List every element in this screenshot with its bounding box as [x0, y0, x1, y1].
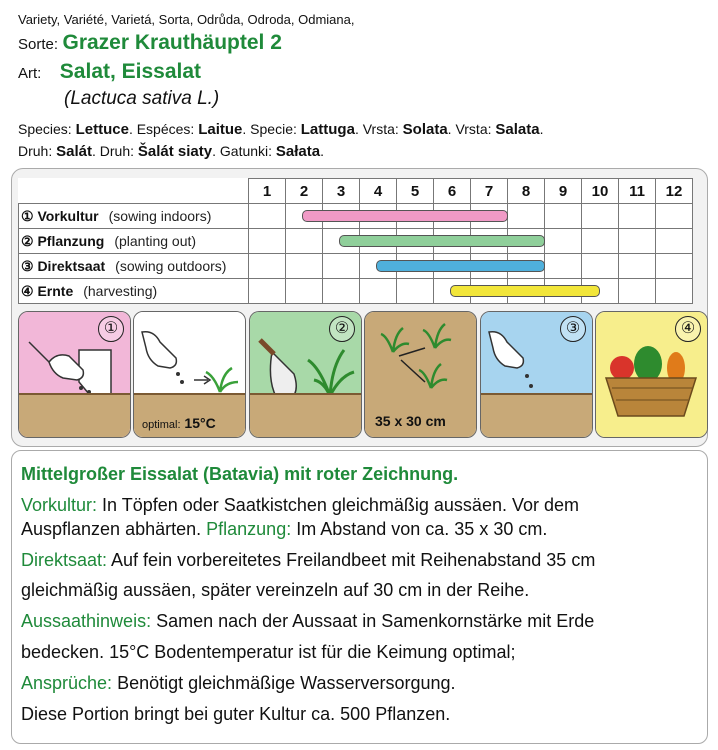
- pflanzung-label: Pflanzung:: [206, 519, 292, 539]
- species-name: Šalát siaty: [137, 143, 213, 160]
- calendar-bar: [302, 210, 508, 222]
- row-label: [19, 254, 249, 279]
- panel-harvest: [595, 311, 708, 438]
- row-label: [19, 204, 249, 229]
- species-lang: Species:: [18, 121, 72, 137]
- species-name: Salát: [56, 143, 92, 160]
- month-header-row: [19, 179, 693, 204]
- art-name: Salat, Eissalat: [59, 60, 202, 83]
- growing-instructions-box: [11, 450, 708, 744]
- species-sep: .: [91, 143, 96, 159]
- soil: [250, 393, 361, 437]
- row-english: (planting out): [114, 232, 197, 249]
- info-title: [21, 462, 458, 486]
- panel-spacing: [364, 311, 477, 438]
- ansprueche-label: Ansprüche:: [21, 673, 113, 693]
- month-cell: 3: [323, 179, 360, 204]
- row-label: [19, 229, 249, 254]
- info-line: [21, 609, 594, 633]
- species-lang: Druh:: [99, 143, 134, 159]
- species-sep: .: [128, 121, 133, 137]
- panel-sowing-outdoors: [480, 311, 593, 438]
- step-number-badge: ①: [98, 316, 124, 342]
- vorkultur-text: In Töpfen oder Saatkistchen gleichmäßig aussäen. Vor dem: [97, 495, 579, 515]
- empty-corner: [19, 179, 249, 204]
- aussaat-label: Aussaathinweis:: [21, 611, 152, 631]
- step-number-badge: ②: [329, 316, 355, 342]
- sorte-row: [18, 31, 282, 55]
- direktsaat-text: Auf fein vorbereitetes Freilandbeet mit Reihenabstand 35 cm: [107, 550, 596, 570]
- species-lang: Gatunki:: [219, 143, 273, 159]
- vorkultur-text-cont: Auspflanzen abhärten.: [21, 519, 207, 539]
- month-cell: 10: [582, 179, 619, 204]
- month-cell: 7: [471, 179, 508, 204]
- species-line-2: [18, 143, 324, 160]
- soil: [481, 393, 592, 437]
- species-sep: .: [320, 143, 325, 159]
- species-sep: .: [242, 121, 247, 137]
- row-english: (sowing outdoors): [115, 257, 227, 274]
- calendar-row-direktsaat: [19, 254, 693, 279]
- pflanzung-text: Im Abstand von ca. 35 x 30 cm.: [291, 519, 548, 539]
- species-sep: .: [354, 121, 359, 137]
- species-lang: Vrsta:: [455, 121, 492, 137]
- row-title: ③ Direktsaat: [21, 257, 106, 274]
- calendar-bar: [376, 260, 545, 272]
- species-name: Laitue: [198, 121, 243, 138]
- month-cell: 9: [545, 179, 582, 204]
- species-sep: .: [539, 121, 544, 137]
- info-line: gleichmäßig aussäen, später vereinzeln auf 30 cm in der Reihe.: [21, 580, 530, 600]
- info-line: Diese Portion bringt bei guter Kultur ca. 500 Pflanzen.: [21, 704, 451, 724]
- species-name: Lattuga: [300, 121, 355, 138]
- calendar-bar: [450, 285, 600, 297]
- sorte-label: Sorte:: [18, 36, 59, 53]
- panel-temperature: [133, 311, 246, 438]
- species-line-1: [18, 121, 543, 138]
- species-lang: Druh:: [18, 143, 53, 159]
- month-cell: 11: [619, 179, 656, 204]
- latin-name: (Lactuca sativa L.): [64, 88, 220, 109]
- species-lang: Specie:: [250, 121, 297, 137]
- month-cell: 8: [508, 179, 545, 204]
- info-line: [21, 517, 547, 541]
- row-title: ② Pflanzung: [21, 232, 105, 249]
- temperature-caption: [142, 415, 216, 431]
- month-cell: 5: [397, 179, 434, 204]
- row-english: (sowing indoors): [108, 207, 212, 224]
- month-cell: 6: [434, 179, 471, 204]
- species-name: Sałata: [275, 143, 321, 160]
- calendar-bar: [339, 235, 545, 247]
- row-english: (harvesting): [83, 282, 158, 299]
- panel-planting-out: [249, 311, 362, 438]
- species-sep: .: [447, 121, 452, 137]
- ansprueche-text: Benötigt gleichmäßige Wasserversorgung.: [112, 673, 456, 693]
- row-title: ④ Ernte: [21, 282, 74, 299]
- species-name: Salata: [495, 121, 540, 138]
- month-cell: 1: [249, 179, 286, 204]
- step-number-badge: ③: [560, 316, 586, 342]
- month-cell: 4: [360, 179, 397, 204]
- step-number-badge: ④: [675, 316, 701, 342]
- month-cell: 2: [286, 179, 323, 204]
- variety-line: Variety, Variété, Varietá, Sorta, Odrůda, Odroda, Odmiana,: [18, 12, 355, 27]
- info-line: bedecken. 15°C Bodentemperatur ist für die Keimung optimal;: [21, 642, 516, 662]
- art-row: [18, 60, 201, 84]
- species-lang: Espéces:: [136, 121, 195, 137]
- info-line: [21, 548, 595, 572]
- row-label: [19, 279, 249, 304]
- species-sep: .: [212, 143, 216, 159]
- species-name: Solata: [402, 121, 448, 138]
- caption-small: optimal:: [142, 419, 181, 431]
- month-cell: 12: [656, 179, 693, 204]
- vorkultur-label: Vorkultur:: [21, 495, 98, 515]
- soil: [19, 393, 130, 437]
- spacing-caption: 35 x 30 cm: [375, 413, 446, 429]
- info-line: [21, 671, 456, 695]
- info-line: [21, 493, 579, 517]
- panel-sowing-indoors: [18, 311, 131, 438]
- species-lang: Vrsta:: [362, 121, 399, 137]
- sorte-name: Grazer Krauthäuptel 2: [62, 31, 282, 54]
- art-label: Art:: [18, 65, 42, 82]
- aussaat-text: Samen nach der Aussaat in Samenkornstärke mit Erde: [151, 611, 595, 631]
- species-name: Lettuce: [75, 121, 129, 138]
- caption-value: 15°C: [184, 415, 216, 431]
- direktsaat-label: Direktsaat:: [21, 550, 108, 570]
- info-title-text: Mittelgroßer Eissalat (Batavia) mit roter Zeichnung.: [21, 464, 459, 484]
- row-title: ① Vorkultur: [21, 207, 99, 224]
